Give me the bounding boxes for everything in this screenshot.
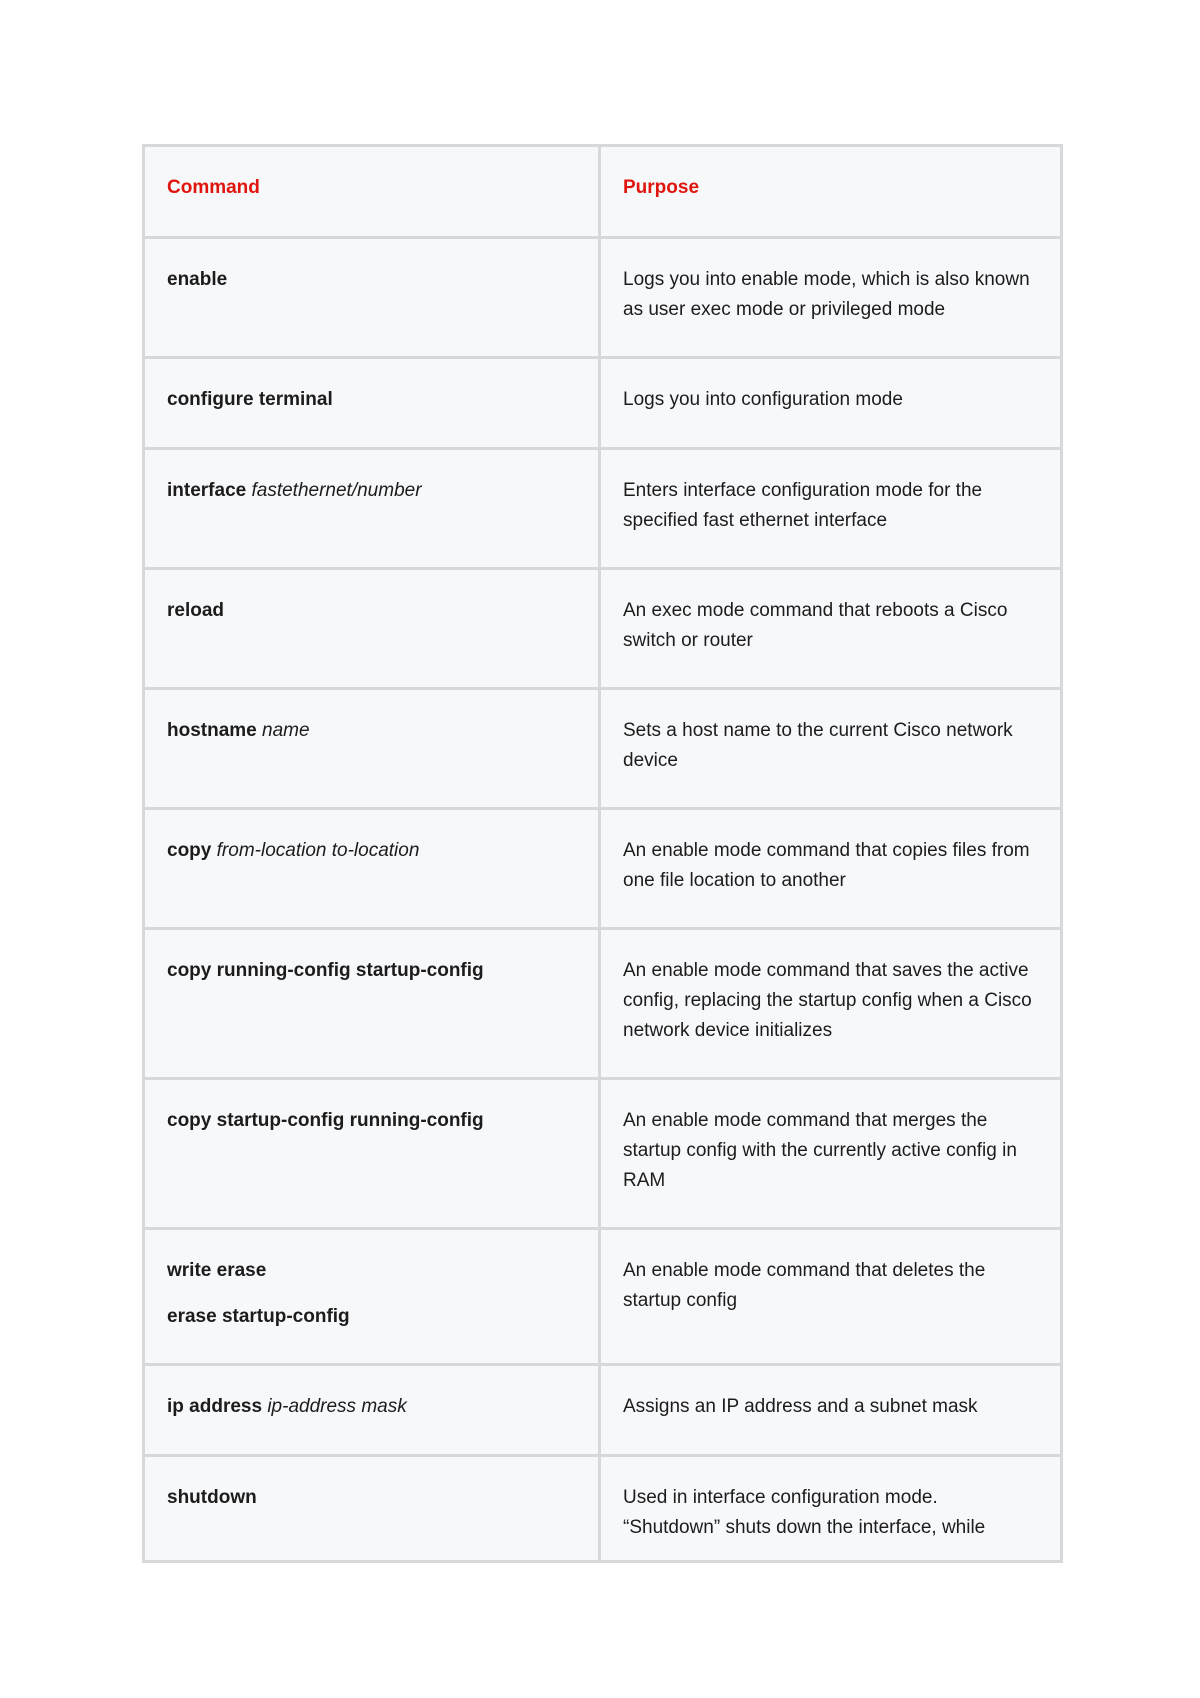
table-row (144, 1229, 1062, 1365)
command-cell (144, 809, 600, 929)
header-command: Command (144, 146, 600, 238)
table-header-row (144, 146, 1062, 238)
purpose-cell: Logs you into configuration mode (600, 358, 1062, 449)
purpose-cell: Logs you into enable mode, which is also known as user exec mode or privileged mode (600, 238, 1062, 358)
purpose-cell: An enable mode command that deletes the startup config (600, 1229, 1062, 1365)
command-name: enable (167, 269, 228, 290)
table-row (144, 358, 1062, 449)
command-cell (144, 449, 600, 569)
command-name: interface (167, 480, 247, 501)
command-name: reload (167, 600, 225, 621)
command-cell (144, 569, 600, 689)
command-argument: ip-address mask (267, 1396, 407, 1417)
command-name-alt: erase startup-config (167, 1306, 350, 1327)
command-argument: from-location to-location (216, 840, 420, 861)
command-table (142, 144, 1063, 1563)
command-name: copy running-config startup-config (167, 960, 484, 981)
table-row (144, 689, 1062, 809)
command-name: write erase (167, 1260, 267, 1281)
command-name: ip address (167, 1396, 263, 1417)
command-argument: fastethernet/number (251, 480, 422, 501)
table-row (144, 1365, 1062, 1456)
command-cell (144, 689, 600, 809)
table-row (144, 569, 1062, 689)
purpose-cell: An exec mode command that reboots a Cisco switch or router (600, 569, 1062, 689)
command-name: hostname (167, 720, 257, 741)
command-cell (144, 238, 600, 358)
table-row (144, 1079, 1062, 1229)
command-cell (144, 1229, 600, 1365)
purpose-cell: An enable mode command that saves the active config, replacing the startup config when a Cisco network device initializes (600, 929, 1062, 1079)
command-cell (144, 1079, 600, 1229)
table-row (144, 238, 1062, 358)
purpose-cell: Assigns an IP address and a subnet mask (600, 1365, 1062, 1456)
table-row (144, 1456, 1062, 1562)
command-cell (144, 929, 600, 1079)
command-cell (144, 1456, 600, 1562)
purpose-cell: Sets a host name to the current Cisco network device (600, 689, 1062, 809)
command-name: copy (167, 840, 212, 861)
purpose-cell: An enable mode command that copies files from one file location to another (600, 809, 1062, 929)
table-row (144, 929, 1062, 1079)
header-purpose: Purpose (600, 146, 1062, 238)
command-name: copy startup-config running-config (167, 1110, 484, 1131)
table-row (144, 809, 1062, 929)
command-name: configure terminal (167, 389, 333, 410)
command-cell (144, 1365, 600, 1456)
purpose-cell: An enable mode command that merges the startup config with the currently active config in RAM (600, 1079, 1062, 1229)
command-name: shutdown (167, 1487, 257, 1508)
purpose-cell: Enters interface configuration mode for the specified fast ethernet interface (600, 449, 1062, 569)
command-argument: name (262, 720, 310, 741)
purpose-cell: Used in interface configuration mode. “Shutdown” shuts down the interface, while (600, 1456, 1062, 1562)
command-cell (144, 358, 600, 449)
table-row (144, 449, 1062, 569)
